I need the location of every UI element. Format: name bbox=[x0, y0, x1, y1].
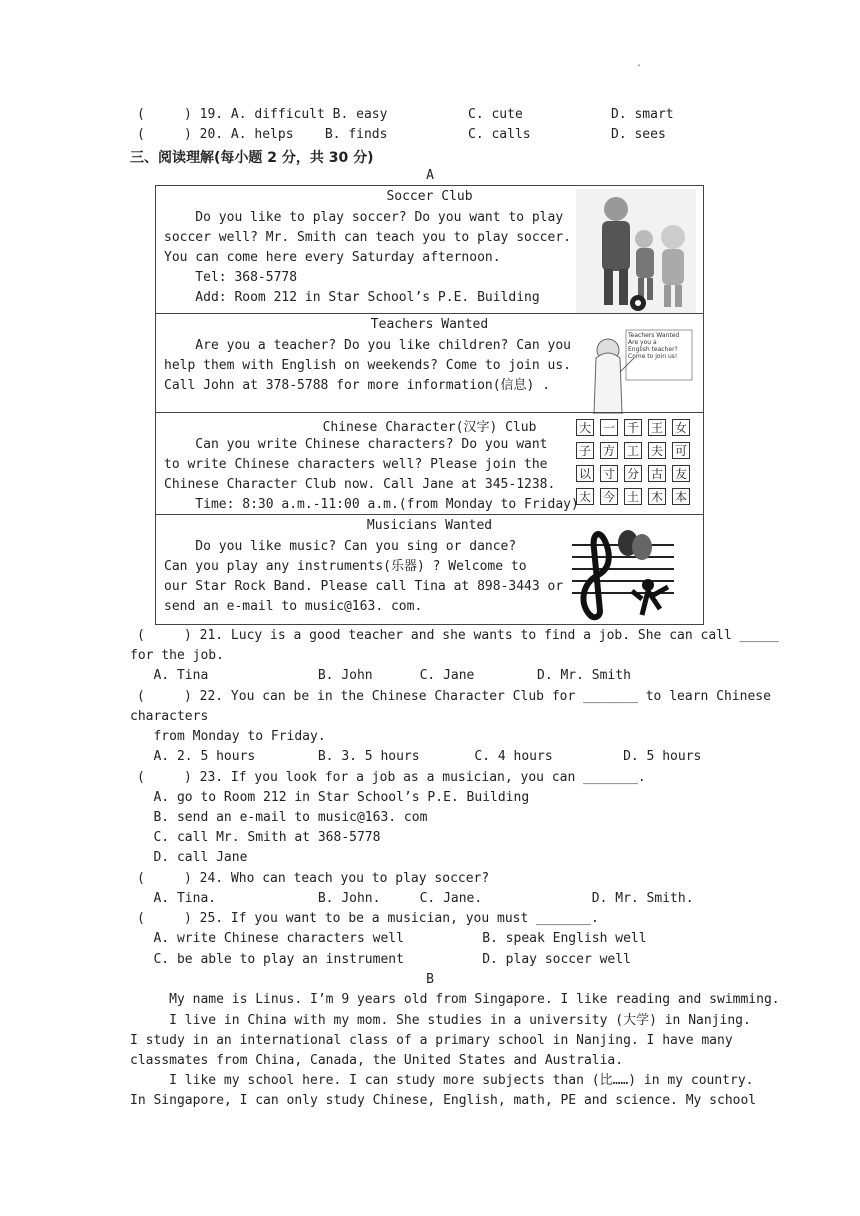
question-20-option-c: C. calls bbox=[468, 127, 531, 142]
ad-teachers-wanted bbox=[155, 313, 704, 413]
question-24: ( ) 24. Who can teach you to play soccer? bbox=[137, 871, 490, 886]
music-illustration bbox=[568, 525, 678, 621]
question-19-option-c: C. cute bbox=[468, 107, 523, 122]
character-cell: 工 bbox=[624, 442, 642, 459]
question-19: ( ) 19. A. difficult B. easy bbox=[137, 107, 388, 122]
character-cell: 友 bbox=[672, 465, 690, 482]
question-21-options: A. Tina B. John C. Jane D. Mr. Smith bbox=[130, 668, 631, 683]
poster-line: Come to join us! bbox=[628, 353, 678, 360]
character-cell: 今 bbox=[600, 488, 618, 505]
question-22-cont: from Monday to Friday. bbox=[130, 729, 326, 744]
part-b-label: B bbox=[426, 972, 434, 987]
part-a-label: A bbox=[426, 168, 434, 183]
question-23-option-c: C. call Mr. Smith at 368-5778 bbox=[130, 830, 381, 845]
character-cell: 木 bbox=[648, 488, 666, 505]
page-dot: . bbox=[636, 58, 643, 69]
poster-line: Are you a bbox=[628, 339, 657, 346]
character-cell: 太 bbox=[576, 488, 594, 505]
question-23: ( ) 23. If you look for a job as a musician, you can _______. bbox=[137, 770, 646, 785]
ad-text-line: Add: Room 212 in Star School’s P.E. Building bbox=[164, 290, 540, 305]
ad-text-line: You can come here every Saturday afternoon. bbox=[164, 250, 501, 265]
passage-b-line: classmates from China, Canada, the United States and Australia. bbox=[130, 1053, 624, 1068]
ad-title: Soccer Club bbox=[386, 189, 473, 204]
character-cell: 可 bbox=[672, 442, 690, 459]
question-22: ( ) 22. You can be in the Chinese Character Club for _______ to learn Chinese bbox=[137, 689, 771, 704]
passage-b-line: I study in an international class of a primary school in Nanjing. I have many bbox=[130, 1033, 733, 1048]
passage-b-line: My name is Linus. I’m 9 years old from Singapore. I like reading and swimming. bbox=[130, 992, 780, 1007]
ad-chinese-character-club bbox=[155, 412, 704, 515]
ad-title: Musicians Wanted bbox=[366, 518, 493, 533]
passage-b-line: I live in China with my mom. She studies in a university (大学) in Nanjing. bbox=[130, 1013, 751, 1028]
character-cell: 王 bbox=[648, 419, 666, 436]
character-cell: 以 bbox=[576, 465, 594, 482]
ad-text-line: Can you write Chinese characters? Do you want bbox=[164, 437, 548, 452]
character-cell: 寸 bbox=[600, 465, 618, 482]
character-grid bbox=[576, 419, 690, 505]
ad-text-line: Can you play any instruments(乐器) ? Welcome to bbox=[164, 559, 527, 574]
character-cell: 方 bbox=[600, 442, 618, 459]
teachers-poster bbox=[628, 332, 679, 360]
character-cell: 女 bbox=[672, 419, 690, 436]
ad-text-line: send an e-mail to music@163. com. bbox=[164, 599, 423, 614]
ad-text-line: Do you like to play soccer? Do you want to play bbox=[164, 210, 564, 225]
character-cell: 夫 bbox=[648, 442, 666, 459]
question-25-options: A. write Chinese characters well B. speak English well bbox=[130, 931, 647, 946]
ad-text-line: Time: 8:30 a.m.-11:00 a.m.(from Monday to Friday) bbox=[164, 497, 579, 512]
question-25: ( ) 25. If you want to be a musician, you must _______. bbox=[137, 911, 599, 926]
character-cell: 千 bbox=[624, 419, 642, 436]
question-21-cont: for the job. bbox=[130, 648, 224, 663]
question-24-options: A. Tina. B. John. C. Jane. D. Mr. Smith. bbox=[130, 891, 694, 906]
ad-text-line: Do you like music? Can you sing or dance? bbox=[164, 539, 517, 554]
question-20-option-d: D. sees bbox=[611, 127, 666, 142]
question-23-option-d: D. call Jane bbox=[130, 850, 248, 865]
passage-b-line: In Singapore, I can only study Chinese, English, math, PE and science. My school bbox=[130, 1093, 757, 1108]
character-cell: 古 bbox=[648, 465, 666, 482]
ad-text-line: Call John at 378-5788 for more information(信息) . bbox=[164, 378, 551, 393]
ad-title: Teachers Wanted bbox=[370, 317, 489, 332]
ad-text-line: to write Chinese characters well? Please join the bbox=[164, 457, 548, 472]
ad-title: Chinese Character(汉字) Club bbox=[322, 420, 537, 435]
ad-text-line: help them with English on weekends? Come to join us. bbox=[164, 358, 571, 373]
ad-text-line: our Star Rock Band. Please call Tina at 898-3443 or bbox=[164, 579, 564, 594]
character-cell: 本 bbox=[672, 488, 690, 505]
question-22-cont: characters bbox=[130, 709, 209, 724]
ad-text-line: soccer well? Mr. Smith can teach you to play soccer. bbox=[164, 230, 571, 245]
question-25-options: C. be able to play an instrument D. play soccer well bbox=[130, 952, 631, 967]
character-cell: 一 bbox=[600, 419, 618, 436]
ad-text-line: Chinese Character Club now. Call Jane at 345-1238. bbox=[164, 477, 556, 492]
character-cell: 子 bbox=[576, 442, 594, 459]
question-23-option-b: B. send an e-mail to music@163. com bbox=[130, 810, 428, 825]
poster-line: Teachers Wanted bbox=[628, 332, 680, 339]
question-23-option-a: A. go to Room 212 in Star School’s P.E. Building bbox=[130, 790, 530, 805]
ad-musicians-wanted bbox=[155, 514, 704, 625]
question-22-options: A. 2. 5 hours B. 3. 5 hours C. 4 hours D. 5 hours bbox=[130, 749, 702, 764]
poster-line: English teacher? bbox=[628, 346, 678, 353]
question-20: ( ) 20. A. helps B. finds bbox=[137, 127, 388, 142]
character-cell: 土 bbox=[624, 488, 642, 505]
soccer-family-illustration bbox=[576, 189, 696, 313]
ad-text-line: Tel: 368-5778 bbox=[164, 270, 298, 285]
section-heading: 三、阅读理解(每小题 2 分，共 30 分) bbox=[130, 150, 374, 166]
character-cell: 大 bbox=[576, 419, 594, 436]
passage-b-line: I like my school here. I can study more subjects than (比……) in my country. bbox=[130, 1073, 754, 1088]
character-cell: 分 bbox=[624, 465, 642, 482]
question-21: ( ) 21. Lucy is a good teacher and she wants to find a job. She can call _____ bbox=[137, 628, 779, 643]
ad-soccer-club bbox=[155, 185, 704, 314]
question-19-option-d: D. smart bbox=[611, 107, 674, 122]
ad-text-line: Are you a teacher? Do you like children? Can you bbox=[164, 338, 571, 353]
